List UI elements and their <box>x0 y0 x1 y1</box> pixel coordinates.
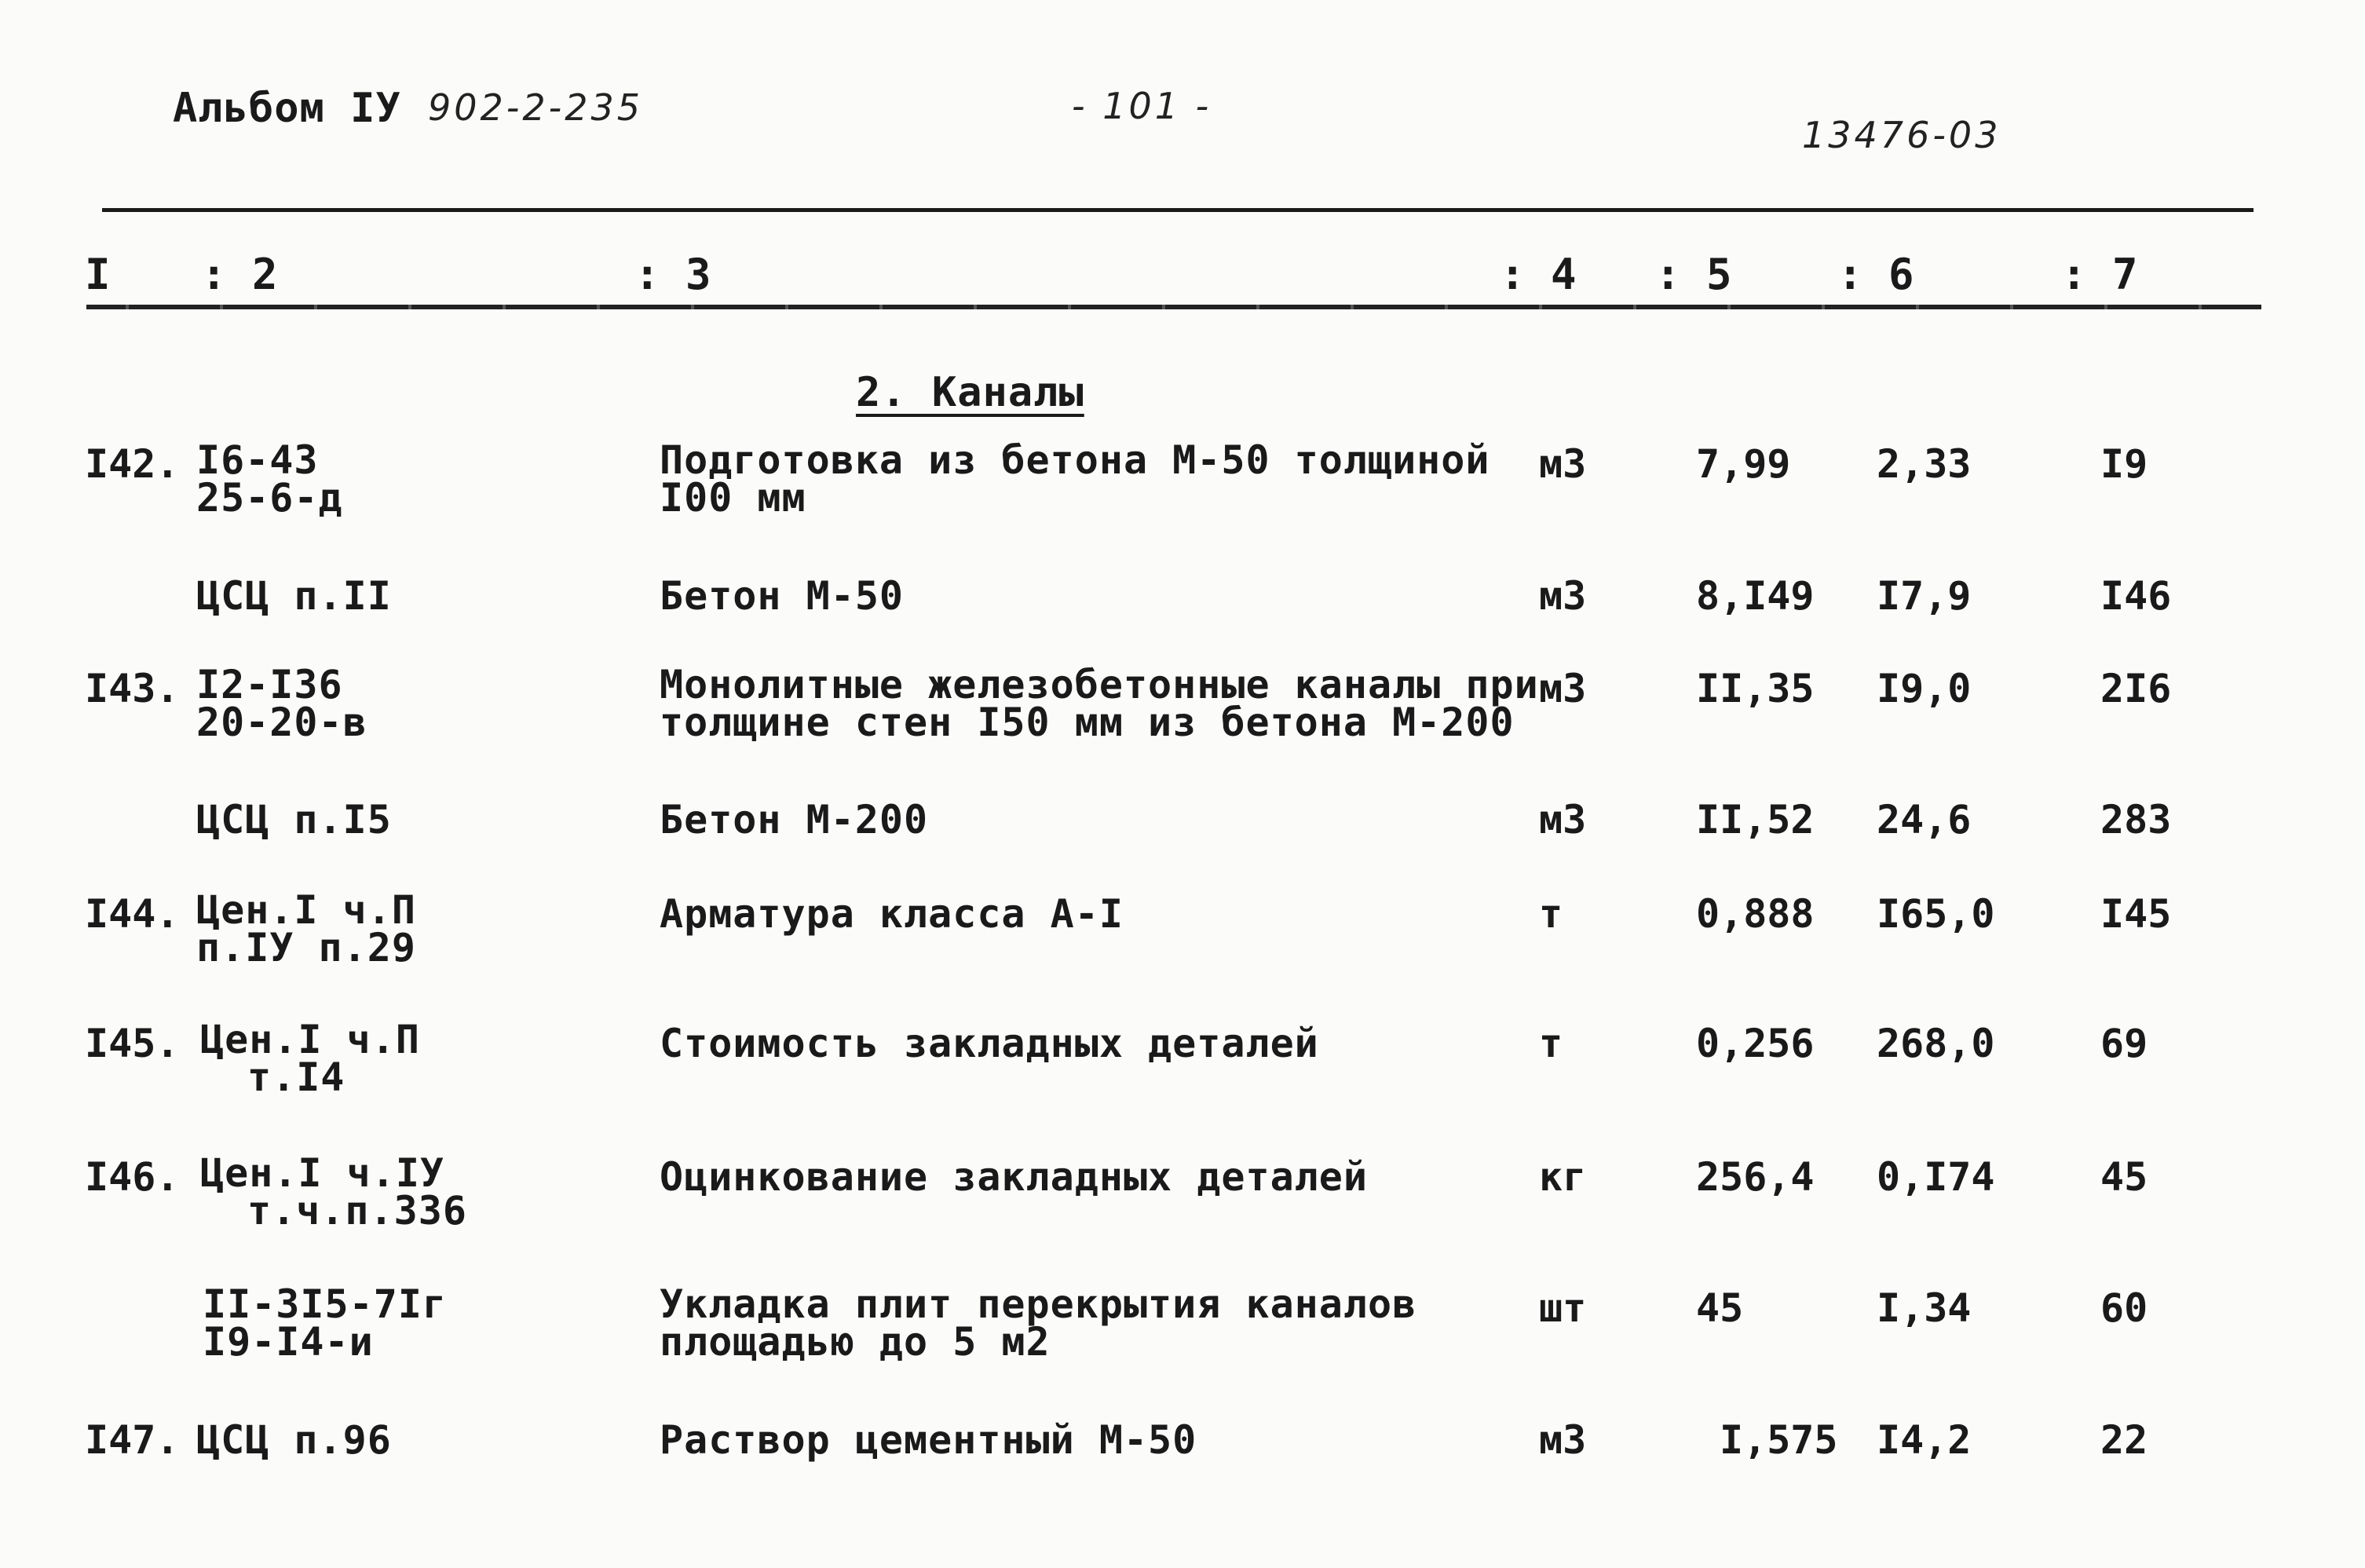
total-cost: 22 <box>2100 1417 2148 1463</box>
row-number: I44. <box>85 891 180 937</box>
column-heading-rule <box>86 305 2261 309</box>
unit-price: 2,33 <box>1877 441 1972 487</box>
unit-price: 268,0 <box>1877 1021 1995 1066</box>
unit: м3 <box>1539 441 1587 487</box>
quantity: I,575 <box>1720 1417 1838 1463</box>
unit-price: I7,9 <box>1877 573 1972 619</box>
work-description: Укладка плит перекрытия каналов площадью до 5 м2 <box>660 1281 1417 1365</box>
norm-code: II-3I5-7Iг I9-I4-и <box>203 1281 448 1365</box>
work-description: Монолитные железобетонные каналы при толщине стен I50 мм из бетона М-200 <box>660 662 1539 745</box>
norm-code: Цен.I ч.П т.I4 <box>200 1017 420 1100</box>
norm-code: ЦСЦ п.II <box>196 573 392 619</box>
unit-price: I65,0 <box>1877 891 1995 937</box>
document-number: 13476-03 <box>1802 114 2001 156</box>
row-number: I43. <box>85 666 180 711</box>
norm-code: Цен.I ч.IУ т.ч.п.336 <box>200 1150 467 1234</box>
header-rule <box>102 208 2254 212</box>
quantity: 45 <box>1696 1285 1744 1331</box>
total-cost: 283 <box>2100 797 2172 842</box>
norm-code: ЦСЦ п.I5 <box>196 797 392 842</box>
unit: шт <box>1539 1285 1587 1331</box>
norm-code: I2-I36 20-20-в <box>196 662 367 745</box>
unit-price: 0,I74 <box>1877 1154 1995 1200</box>
column-heading-2: : 2 <box>201 250 278 299</box>
section-title: 2. Каналы <box>856 369 1084 416</box>
row-number: I47. <box>85 1417 180 1463</box>
unit: м3 <box>1539 797 1587 842</box>
work-description: Оцинкование закладных деталей <box>660 1154 1368 1200</box>
work-description: Бетон М-200 <box>660 797 929 842</box>
column-heading-3: : 3 <box>634 250 711 299</box>
row-number: I46. <box>85 1154 180 1200</box>
quantity: 256,4 <box>1696 1154 1815 1200</box>
column-heading-4: : 4 <box>1500 250 1577 299</box>
quantity: 0,888 <box>1696 891 1815 937</box>
column-heading-5: : 5 <box>1655 250 1732 299</box>
row-number: I42. <box>85 441 180 487</box>
unit-price: I,34 <box>1877 1285 1972 1331</box>
total-cost: 45 <box>2100 1154 2148 1200</box>
norm-code: I6-43 25-6-д <box>196 437 343 521</box>
column-heading-7: : 7 <box>2061 250 2138 299</box>
work-description: Бетон М-50 <box>660 573 905 619</box>
quantity: II,35 <box>1696 666 1815 711</box>
norm-code: Цен.I ч.П п.IУ п.29 <box>196 887 416 970</box>
quantity: II,52 <box>1696 797 1815 842</box>
norm-code: ЦСЦ п.96 <box>196 1417 392 1463</box>
work-description: Раствор цементный М-50 <box>660 1417 1197 1463</box>
unit: кг <box>1539 1154 1587 1200</box>
column-heading-6: : 6 <box>1837 250 1914 299</box>
work-description: Арматура класса А-I <box>660 891 1124 937</box>
unit: т <box>1539 891 1563 937</box>
unit: т <box>1539 1021 1563 1066</box>
unit: м3 <box>1539 666 1587 711</box>
unit-price: 24,6 <box>1877 797 1972 842</box>
page-number: - 101 - <box>1072 85 1212 127</box>
quantity: 8,I49 <box>1696 573 1815 619</box>
unit-price: I4,2 <box>1877 1417 1972 1463</box>
total-cost: I46 <box>2100 573 2172 619</box>
work-description: Стоимость закладных деталей <box>660 1021 1319 1066</box>
total-cost: 60 <box>2100 1285 2148 1331</box>
project-code: 902-2-235 <box>428 86 644 129</box>
unit: м3 <box>1539 1417 1587 1463</box>
total-cost: 69 <box>2100 1021 2148 1066</box>
work-description: Подготовка из бетона М-50 толщиной I00 мм <box>660 437 1490 521</box>
total-cost: I45 <box>2100 891 2172 937</box>
total-cost: I9 <box>2100 441 2148 487</box>
quantity: 0,256 <box>1696 1021 1815 1066</box>
total-cost: 2I6 <box>2100 666 2172 711</box>
unit: м3 <box>1539 573 1587 619</box>
quantity: 7,99 <box>1696 441 1791 487</box>
unit-price: I9,0 <box>1877 666 1972 711</box>
column-heading-1: I <box>85 250 111 299</box>
row-number: I45. <box>85 1021 180 1066</box>
album-label: Альбом IУ <box>173 85 401 132</box>
